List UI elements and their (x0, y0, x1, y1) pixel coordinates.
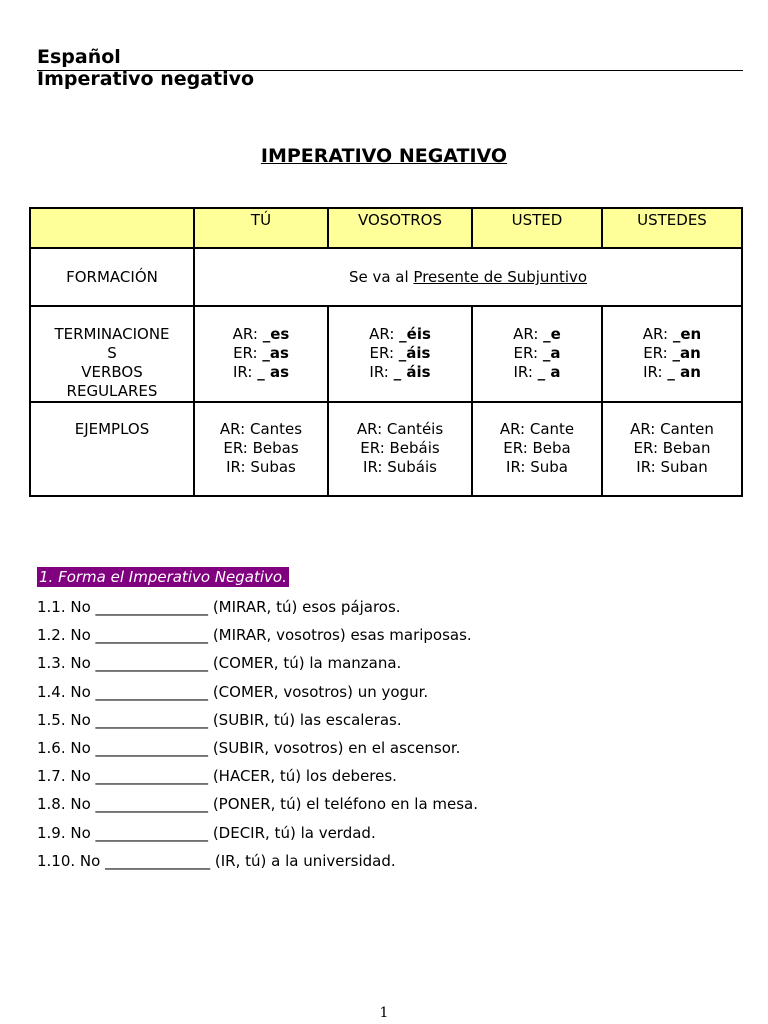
example-line: AR: Canten (630, 420, 714, 438)
header-rule (37, 70, 743, 71)
example-cell (194, 402, 328, 496)
example-line: ER: Beba (503, 439, 571, 457)
example-line: IR: Subáis (363, 458, 437, 476)
formacion-cell (194, 248, 742, 306)
label-line: S (107, 344, 117, 362)
column-header: VOSOTROS (328, 208, 472, 248)
formacion-link: Presente de Subjuntivo (413, 268, 588, 286)
ending-line: AR: _en (642, 325, 702, 343)
table-row-ejemplos (30, 402, 742, 496)
example-line: ER: Bebas (223, 439, 299, 457)
page-title: IMPERATIVO NEGATIVO (260, 145, 508, 167)
formacion-prefix: Se va al (348, 268, 414, 286)
example-line: AR: Cante (499, 420, 575, 438)
ending-line: AR: _éis (369, 325, 431, 343)
label-line: REGULARES (66, 382, 158, 400)
ending-suffix: _áis (398, 344, 431, 362)
example-cell (328, 402, 472, 496)
ending-suffix: _ a (537, 363, 561, 381)
example-line: IR: Suba (506, 458, 568, 476)
exercise-item: 1.7. No _______________ (HACER, tú) los deberes. (37, 767, 397, 786)
ending-line: AR: _e (513, 325, 561, 343)
exercise-item: 1.4. No _______________ (COMER, vosotros) un yogur. (37, 682, 429, 701)
table-row-formacion (30, 248, 742, 306)
ending-suffix: _ áis (393, 363, 431, 381)
example-cell (472, 402, 602, 496)
document-header (37, 46, 743, 90)
exercise-title: 1. Forma el Imperativo Negativo. (39, 568, 287, 586)
ending-suffix: _a (542, 344, 561, 362)
exercise-item: 1.5. No _______________ (SUBIR, tú) las escaleras. (37, 710, 402, 729)
exercise-section (37, 567, 737, 875)
exercise-list (37, 593, 737, 875)
exercise-item: 1.1. No _______________ (MIRAR, tú) esos pájaros. (37, 598, 401, 616)
header-corner-cell (30, 208, 194, 248)
exercise-item: 1.9. No _______________ (DECIR, tú) la verdad. (37, 823, 376, 842)
ending-suffix: _en (672, 325, 702, 343)
ending-line: IR: _ as (233, 363, 289, 381)
conjugation-table (29, 207, 743, 497)
ending-cell (194, 306, 328, 402)
ending-suffix: _es (262, 325, 290, 343)
example-line: ER: Bebáis (360, 439, 440, 457)
ending-cell (328, 306, 472, 402)
topic-title: Imperativo negativo (37, 68, 255, 90)
ending-line: IR: _ a (513, 363, 561, 381)
exercise-item: 1.10. No ______________ (IR, tú) a la universidad. (37, 851, 396, 870)
example-line: IR: Suban (636, 458, 708, 476)
table-row-terminaciones (30, 306, 742, 402)
column-header: TÚ (194, 208, 328, 248)
exercise-item: 1.2. No _______________ (MIRAR, vosotros) esas mariposas. (37, 626, 472, 645)
ending-line: IR: _ an (643, 363, 701, 381)
column-header: USTEDES (602, 208, 742, 248)
example-line: AR: Cantes (219, 420, 303, 438)
ending-suffix: _ an (667, 363, 701, 381)
ending-line: ER: _áis (369, 344, 431, 362)
row-label: FORMACIÓN (30, 248, 194, 306)
table-header-row (30, 208, 742, 248)
ending-cell (602, 306, 742, 402)
example-cell (602, 402, 742, 496)
example-line: ER: Beban (633, 439, 711, 457)
row-label (30, 306, 194, 402)
ending-line: ER: _an (643, 344, 701, 362)
ending-suffix: _éis (399, 325, 431, 343)
subject-title: Español (37, 46, 121, 68)
ending-suffix: _an (672, 344, 701, 362)
ending-line: IR: _ áis (369, 363, 431, 381)
exercise-item: 1.3. No _______________ (COMER, tú) la manzana. (37, 654, 402, 673)
page-number: 1 (379, 1005, 389, 1021)
label-line: TERMINACIONE (54, 325, 170, 343)
exercise-item: 1.6. No _______________ (SUBIR, vosotros) en el ascensor. (37, 739, 461, 758)
row-label: EJEMPLOS (30, 402, 194, 496)
ending-line: AR: _es (232, 325, 290, 343)
ending-suffix: _as (262, 344, 289, 362)
ending-suffix: _ as (257, 363, 289, 381)
ending-line: ER: _as (233, 344, 289, 362)
ending-line: ER: _a (513, 344, 561, 362)
label-line: VERBOS (81, 363, 143, 381)
ending-cell (472, 306, 602, 402)
example-line: IR: Subas (226, 458, 296, 476)
exercise-item: 1.8. No _______________ (PONER, tú) el teléfono en la mesa. (37, 795, 479, 814)
example-line: AR: Cantéis (356, 420, 444, 438)
ending-suffix: _e (543, 325, 561, 343)
column-header: USTED (472, 208, 602, 248)
